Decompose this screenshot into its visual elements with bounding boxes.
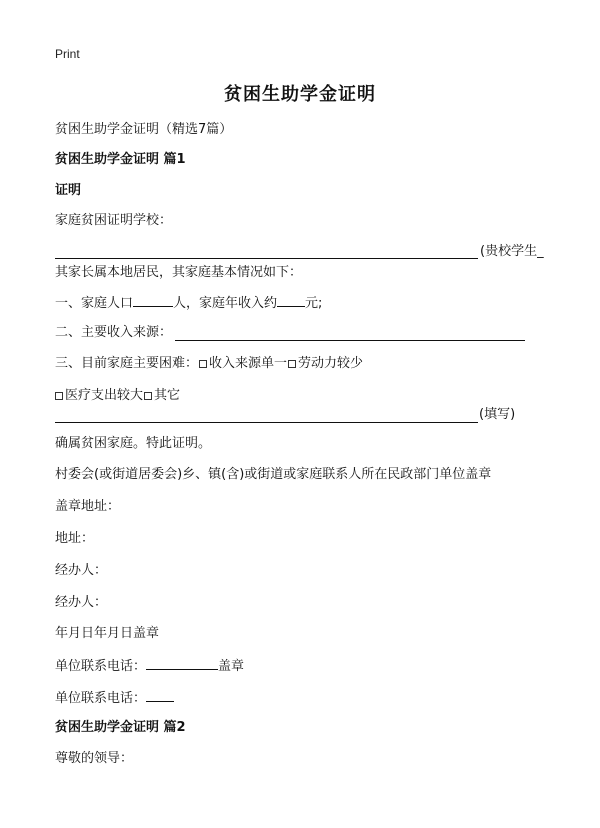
checkbox-icon [199,360,207,368]
phone-blank-1 [146,656,218,670]
residence-line: 其家长属本地居民，其家庭基本情况如下： [55,265,303,280]
phone-label-1: 单位联系电话： [55,659,147,674]
village-line: 村委会(或街道居委会)乡、镇(含)或街道或家庭联系人所在民政部门单位盖章 [55,467,492,482]
school-line: 家庭贫困证明学校： [55,213,173,228]
item1-label-c: 元; [305,296,323,311]
option-less-labor: 劳动力较少 [298,356,364,371]
confirm-line: 确属贫困家庭。特此证明。 [55,436,212,451]
item2-label: 二、主要收入来源： [55,325,173,340]
option-medical: 医疗支出较大 [65,388,144,403]
item3-line [55,355,363,373]
phone-line-2 [55,688,174,708]
phone-suffix-1: 盖章 [218,659,245,674]
option-single-income: 收入来源单一 [209,356,288,371]
item3-line-2 [55,387,180,405]
checkbox-icon [144,392,152,400]
phone-blank-2 [146,688,174,702]
print-link[interactable]: Print [55,47,80,61]
item3-label: 三、目前家庭主要困难： [55,356,199,371]
checkbox-icon [55,392,63,400]
phone-label-2: 单位联系电话： [55,691,147,706]
item1-label-b: 人，家庭年收入约 [173,296,278,311]
cert-heading: 证明 [55,183,82,198]
item1-line [55,293,322,313]
handler-label-1: 经办人： [55,563,108,578]
student-suffix: (贵校学生_ [480,244,544,259]
fill-blank-line [55,422,478,423]
stamp-address: 盖章地址： [55,499,121,514]
income-source-blank [175,340,525,341]
page-title: 贫困生助学金证明 [224,84,376,105]
checkbox-icon [288,360,296,368]
fill-label: (填写) [479,407,516,422]
handler-label-2: 经办人： [55,595,108,610]
subtitle: 贫困生助学金证明（精选7篇） [55,122,233,137]
greeting: 尊敬的领导： [55,751,134,766]
item1-label-a: 一、家庭人口 [55,296,134,311]
section1-heading: 贫困生助学金证明 篇1 [55,152,186,167]
option-other: 其它 [154,388,181,403]
income-blank [277,293,305,307]
phone-line-1 [55,656,244,676]
address-label: 地址： [55,531,95,546]
blank-line-student [55,258,478,259]
date-stamp-line: 年月日年月日盖章 [55,626,160,641]
population-blank [133,293,173,307]
section2-heading: 贫困生助学金证明 篇2 [55,720,186,735]
